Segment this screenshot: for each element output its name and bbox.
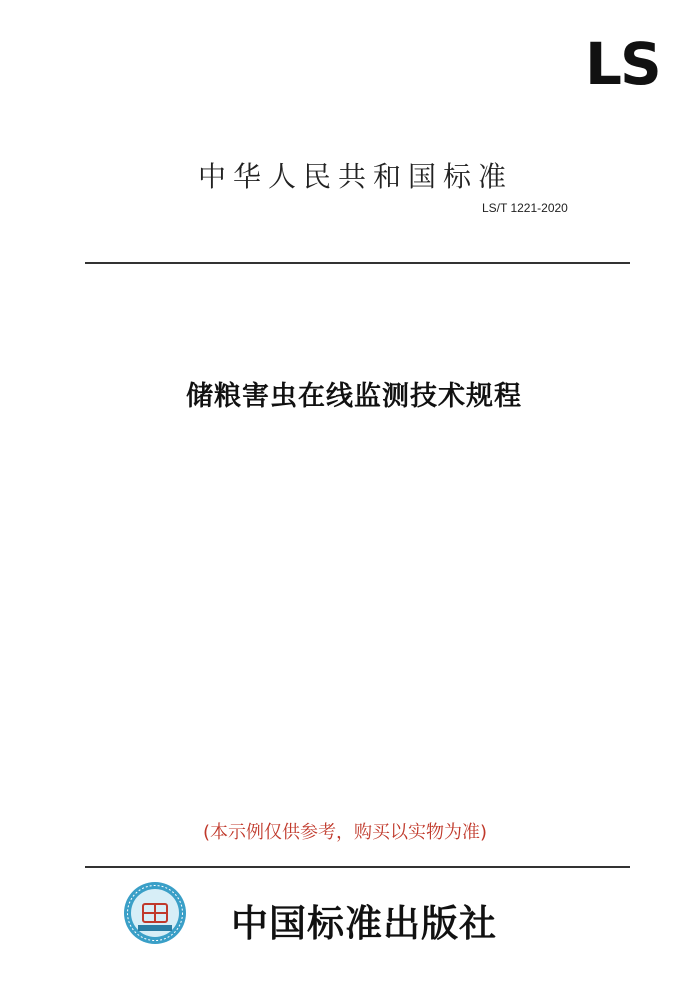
- document-title: 储粮害虫在线监测技术规程: [186, 381, 522, 412]
- ls-logo: LS: [585, 30, 660, 98]
- publisher-seal-icon: [122, 880, 188, 946]
- publisher-name: 中国标准出版社: [231, 901, 497, 945]
- standard-code: LS/T 1221-2020: [482, 201, 568, 215]
- sample-disclaimer: (本示例仅供参考，购买以实物为准): [203, 822, 488, 843]
- national-standard-heading: 中华人民共和国标准: [198, 160, 514, 193]
- top-divider: [85, 262, 630, 264]
- bottom-divider: [85, 866, 630, 868]
